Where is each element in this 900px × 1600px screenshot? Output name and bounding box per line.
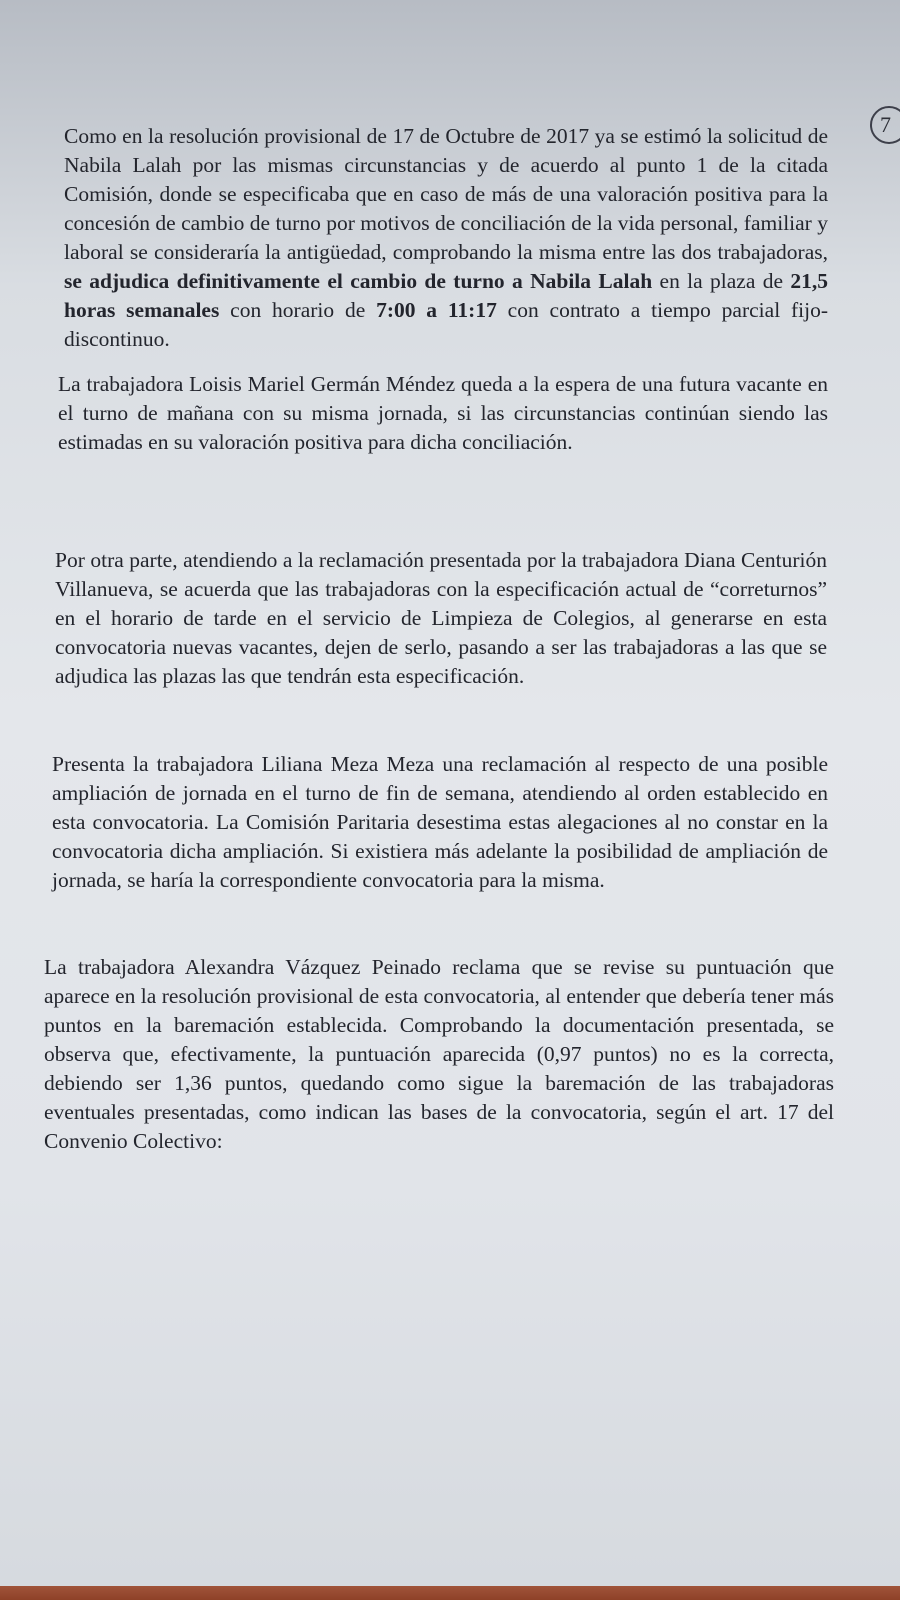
- text-run: con contrato a tiempo parcial fijo-discontinuo.: [64, 298, 829, 351]
- paragraph-adjudicacion: [64, 122, 828, 354]
- bold-text: se adjudica definitivamente el cambio de turno a Nabila Lalah: [64, 269, 653, 293]
- paragraph-puntuacion: La trabajadora Alexandra Vázquez Peinado reclama que se revise su puntuación que aparece en la resolución provisional de esta convocatoria, al entender que debería tener más puntos en la baremación establecida. Comprobando la documentación presentada, se observa que, efectivamente, la puntuación aparecida (0,97 puntos) no es la correcta, debiendo ser 1,36 puntos, quedando como sigue la baremación de las trabajadoras eventuales presentadas, como indican las bases de la convocatoria, según el art. 17 del Convenio Colectivo:: [44, 955, 834, 1153]
- paragraph-espera-vacante: La trabajadora Loisis Mariel Germán Méndez queda a la espera de una futura vacante en el turno de mañana con su misma jornada, si las circunstancias continúan siendo las estimadas en su valoración positiva para dicha conciliación.: [58, 372, 828, 454]
- text-run: con horario de: [219, 298, 377, 322]
- table-surface: [0, 1586, 900, 1600]
- text-run: Como en la resolución provisional de 17 de Octubre de 2017 ya se estimó la solicitud de Nabila Lalah por las mismas circunstancias y de acuerdo al punto 1 de la citada Comisión, donde se especificaba que en caso de más de una valoración positiva para la concesión de cambio de turno por motivos de conciliación de la vida personal, familiar y laboral se consideraría la antigüedad, comprobando la misma entre las dos trabajadoras,: [64, 124, 828, 264]
- bold-text: 21,5 horas semanales: [64, 269, 829, 322]
- paragraph-ampliacion-jornada: Presenta la trabajadora Liliana Meza Meza una reclamación al respecto de una posible ampliación de jornada en el turno de fin de semana, atendiendo al orden establecido en esta convocatoria. La Comisión Paritaria desestima estas alegaciones al no constar en la convocatoria dicha ampliación. Si existiera más adelante la posibilidad de ampliación de jornada, se haría la correspondiente convocatoria para la misma.: [52, 752, 828, 892]
- bold-text: 7:00 a 11:17: [376, 298, 497, 322]
- paragraph-correturnos: Por otra parte, atendiendo a la reclamación presentada por la trabajadora Diana Centurión Villanueva, se acuerda que las trabajadoras con la especificación actual de “correturnos” en el horario de tarde en el servicio de Limpieza de Colegios, al generarse en esta convocatoria nuevas vacantes, dejen de serlo, pasando a ser las trabajadoras a las que se adjudica las plazas las que tendrán esta especificación.: [55, 548, 827, 688]
- text-run: en la plaza de: [652, 269, 784, 293]
